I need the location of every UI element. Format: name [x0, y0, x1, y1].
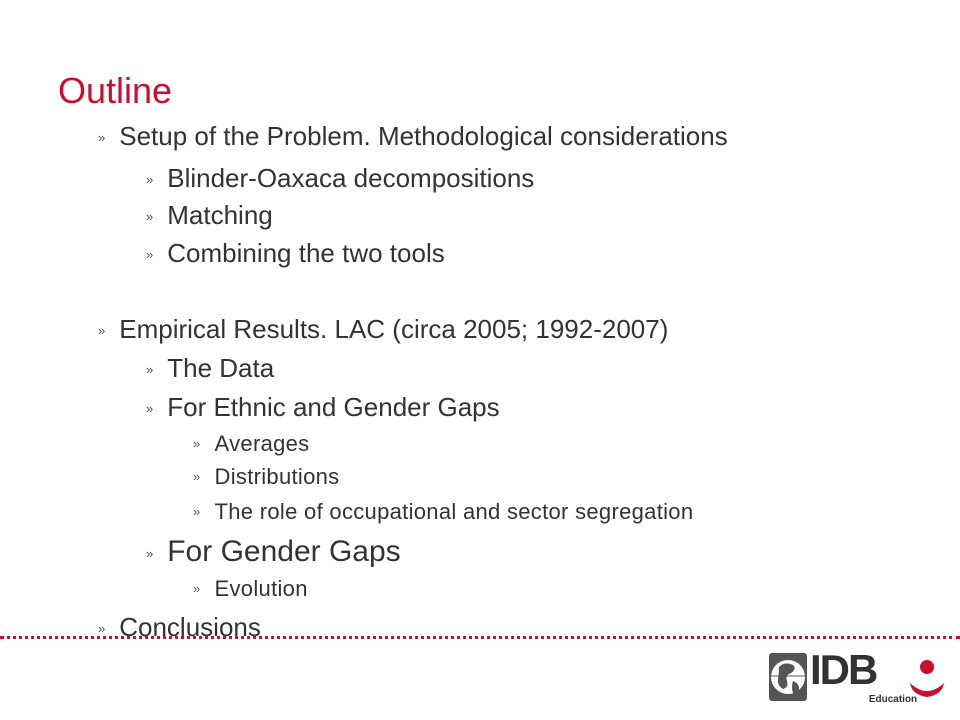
outline-item-text: For Gender Gaps [167, 535, 401, 568]
bullet-icon: » [146, 362, 154, 377]
bullet-icon: » [193, 581, 201, 596]
outline-subsubitem-segregation [193, 501, 693, 523]
outline-item-text: For Ethnic and Gender Gaps [167, 392, 500, 422]
bullet-icon: » [146, 247, 154, 262]
bullet-icon: » [193, 504, 201, 519]
person-icon [910, 660, 944, 697]
outline-item-text: Combining the two tools [167, 238, 445, 268]
outline-subitem-data [146, 355, 274, 381]
outline-item-text: The Data [167, 353, 275, 383]
outline-subitem-ethnic-gender [146, 394, 500, 420]
bullet-icon: » [146, 401, 154, 416]
outline-subitem-combining [146, 240, 445, 266]
outline-subsubitem-evolution [193, 578, 308, 600]
outline-item-text: Conclusions [119, 612, 261, 642]
bullet-icon: » [146, 546, 154, 561]
outline-item-text: Setup of the Problem. Methodological considerations [119, 121, 728, 151]
bullet-icon: » [98, 323, 106, 338]
logo-caption: Education [868, 694, 918, 705]
bullet-icon: » [193, 436, 201, 451]
bullet-icon: » [146, 209, 154, 224]
bullet-icon: » [193, 469, 201, 484]
outline-item-text: Averages [214, 431, 310, 456]
outline-subitem-matching [146, 202, 273, 228]
logo-letters: IDB [810, 646, 877, 693]
bullet-icon: » [98, 621, 106, 636]
outline-subsubitem-distributions [193, 466, 339, 488]
outline-item-text: Empirical Results. LAC (circa 2005; 1992-2007) [119, 314, 669, 344]
outline-item-text: Blinder-Oaxaca decompositions [167, 163, 535, 193]
outline-item-text: Matching [167, 200, 273, 230]
outline-item-empirical [98, 316, 668, 342]
outline-subsubitem-averages [193, 433, 309, 455]
outline-item-text: The role of occupational and sector segregation [214, 499, 694, 524]
bullet-icon: » [146, 172, 154, 187]
outline-item-text: Evolution [214, 576, 308, 601]
outline-subitem-blinder-oaxaca [146, 165, 534, 191]
outline-item-text: Distributions [214, 464, 340, 489]
dotted-divider [0, 636, 960, 639]
outline-subitem-gender-gaps [146, 537, 401, 567]
outline-item-setup [98, 123, 728, 149]
slide-title: Outline [58, 70, 173, 111]
bullet-icon: » [98, 130, 106, 145]
globe-icon [769, 653, 807, 701]
